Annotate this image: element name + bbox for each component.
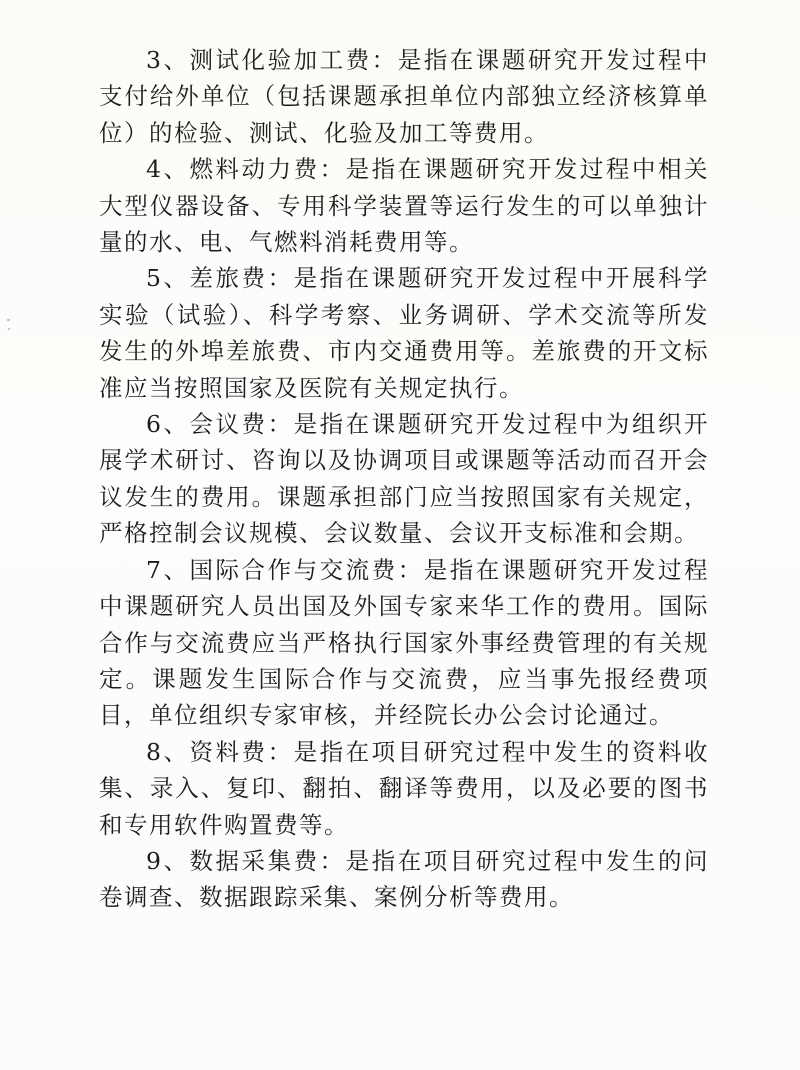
scan-speck <box>7 319 10 321</box>
paragraph-data-collection-fee: 9、数据采集费：是指在项目研究过程中发生的问卷调查、数据跟踪采集、案例分析等费用。 <box>99 846 709 912</box>
scan-speck <box>8 328 10 330</box>
paragraph-meeting-fee: 6、会议费：是指在课题研究开发过程中为组织开展学术研讨、咨询以及协调项目或课题等活动而召开会议发生的费用。课题承担部门应当按照国家有关规定，严格控制会议规模、会议数量、会议开支标准和会期。 <box>99 410 709 548</box>
paragraph-international-cooperation-fee: 7、国际合作与交流费：是指在课题研究开发过程中课题研究人员出国及外国专家来华工作的费用。国际合作与交流费应当严格执行国家外事经费管理的有关规定。课题发生国际合作与交流费，应当事先报经费项目，单位组织专家审核，并经院长办公会讨论通过。 <box>99 555 709 730</box>
paragraph-testing-fee: 3、测试化验加工费：是指在课题研究开发过程中支付给外单位（包括课题承担单位内部独立经济核算单位）的检验、测试、化验及加工等费用。 <box>99 46 709 147</box>
paragraph-travel-fee: 5、差旅费：是指在课题研究开发过程中开展科学实验（试验）、科学考察、业务调研、学术交流等所发发生的外埠差旅费、市内交通费用等。差旅费的开文标准应当按照国家及医院有关规定执行。 <box>99 264 709 402</box>
paragraph-materials-fee: 8、资料费：是指在项目研究过程中发生的资料收集、录入、复印、翻拍、翻译等费用，以及必要的图书和专用软件购置费等。 <box>99 737 709 839</box>
document-body <box>99 42 709 916</box>
paragraph-fuel-power-fee: 4、燃料动力费：是指在课题研究开发过程中相关大型仪器设备、专用科学装置等运行发生的可以单独计量的水、电、气燃料消耗费用等。 <box>99 155 709 257</box>
